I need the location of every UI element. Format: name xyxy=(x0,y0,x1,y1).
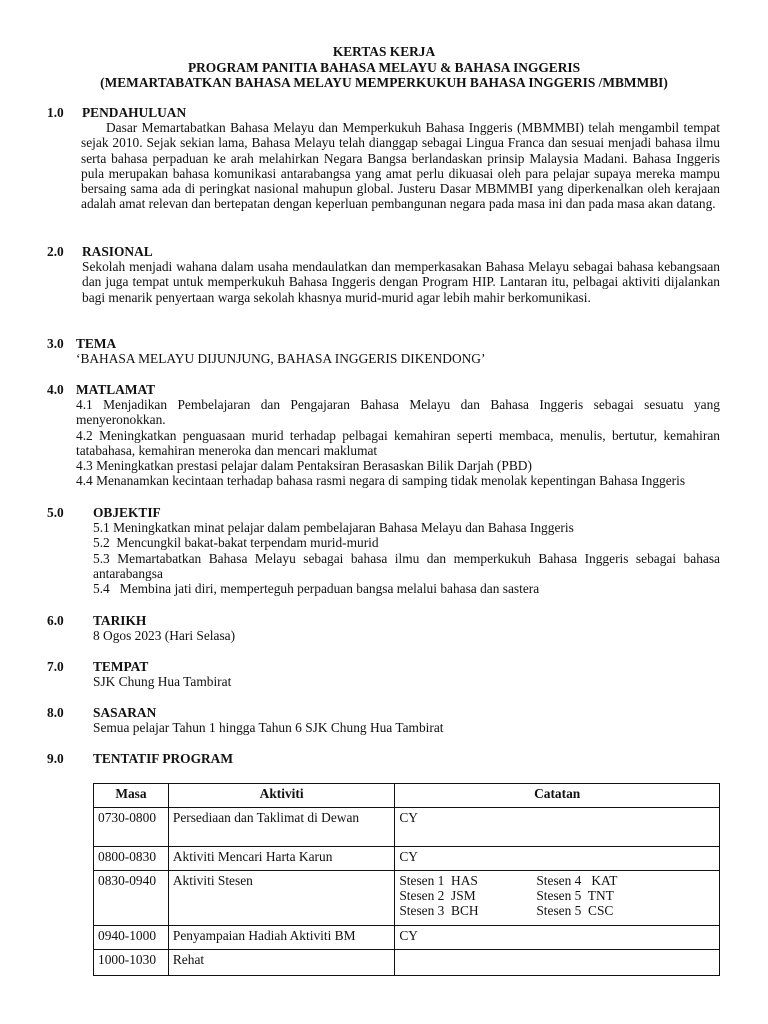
cell-masa: 0800-0830 xyxy=(94,847,169,871)
list-item: 4.2 Meningkatkan penguasaan murid terhadap pelbagai kemahiran seperti membaca, menulis, bertutur, kemahiran tatabahasa, kemahiran meneroka dan mencari maklumat xyxy=(76,427,720,458)
section-heading: TENTATIF PROGRAM xyxy=(93,751,233,766)
station-entry: Stesen 1 HAS xyxy=(399,873,478,888)
title-line-3: (MEMARTABATKAN BAHASA MELAYU MEMPERKUKUH BAHASA INGGERIS /MBMMBI) xyxy=(100,75,668,90)
section-heading: PENDAHULUAN xyxy=(82,105,187,120)
document-title xyxy=(0,44,768,91)
station-entry: Stesen 2 JSM xyxy=(399,888,476,904)
section-rasional xyxy=(0,244,768,305)
cell-catatan xyxy=(395,871,720,926)
list-item: 4.3 Meningkatkan prestasi pelajar dalam Pentaksiran Berasaskan Bilik Darjah (PBD) xyxy=(76,458,532,474)
section-matlamat xyxy=(0,382,768,488)
cell-aktiviti: Penyampaian Hadiah Aktiviti BM xyxy=(168,926,394,950)
section-body: Sekolah menjadi wahana dalam usaha mendaulatkan dan memperkasakan Bahasa Melayu sebagai bahasa kebangsaan dan juga tempat untuk memperkukuh Bahasa Inggeris dengan Program HIP. Lantaran itu, pelbagai aktiviti dijalankan bagi menarik penyertaan warga sekolah khasnya murid-murid agar lebih mahir berkomunikasi. xyxy=(82,259,720,305)
list-item: 4.4 Menanamkan kecintaan terhadap bahasa rasmi negara di samping tidak menolak kepentingan Bahasa Inggeris xyxy=(76,473,686,489)
list-item: 4.1 Menjadikan Pembelajaran dan Pengajaran Bahasa Melayu dan Bahasa Inggeris sebagai sesuatu yang menyeronokkan. xyxy=(76,397,720,428)
cell-catatan xyxy=(395,950,720,976)
table-row xyxy=(94,808,720,847)
section-objektif xyxy=(0,505,768,596)
cell-masa: 1000-1030 xyxy=(94,950,169,976)
column-header: Catatan xyxy=(395,784,720,808)
section-body: Dasar Memartabatkan Bahasa Melayu dan Memperkukuh Bahasa Inggeris (MBMMBI) telah mengambil tempat sejak 2010. Sejak sekian lama, Bahasa Melayu telah dianggap sebagai Lingua Franca dan sesuai menjadi bahasa ilmu serta bahasa perpaduan ke arah melahirkan Negara Bangsa berlandaskan prinsip Malaysia Madani. Bahasa Inggeris pula merupakan bahasa komunikasi antarabangsa yang amat perlu dikuasai oleh para pelajar supaya mereka mampu bersaing sama ada di peringkat nasional mahupun global. Justeru Dasar MBMMBI yang diperkenalkan oleh kerajaan adalah amat relevan dan bertepatan dengan keperluan pembangunan negara pada masa ini dan pada masa akan datang. xyxy=(81,120,720,212)
station-entry: Stesen 4 KAT xyxy=(536,873,618,888)
list-item: 5.2 Mencungkil bakat-bakat terpendam murid-murid xyxy=(93,535,379,551)
cell-aktiviti: Aktiviti Mencari Harta Karun xyxy=(168,847,394,871)
section-pendahuluan xyxy=(0,105,768,211)
station-line xyxy=(399,903,715,918)
section-body: Semua pelajar Tahun 1 hingga Tahun 6 SJK Chung Hua Tambirat xyxy=(93,720,444,736)
section-number: 1.0 xyxy=(47,105,64,120)
cell-catatan: CY xyxy=(395,808,720,847)
section-heading: RASIONAL xyxy=(82,244,153,259)
table-row xyxy=(94,847,720,871)
section-number: 2.0 xyxy=(47,244,64,259)
section-body: 8 Ogos 2023 (Hari Selasa) xyxy=(93,628,236,644)
table-row xyxy=(94,871,720,926)
cell-masa: 0830-0940 xyxy=(94,871,169,926)
section-heading: SASARAN xyxy=(93,705,157,720)
table-row xyxy=(94,950,720,976)
section-number: 3.0 xyxy=(47,336,64,351)
column-header: Aktiviti xyxy=(168,784,394,808)
section-heading: MATLAMAT xyxy=(76,382,156,397)
section-sasaran xyxy=(0,705,768,735)
table-header-row xyxy=(94,784,720,808)
cell-aktiviti: Persediaan dan Taklimat di Dewan xyxy=(168,808,394,847)
section-heading: TEMA xyxy=(76,336,117,351)
station-entry: Stesen 5 TNT xyxy=(536,888,614,904)
section-body: ‘BAHASA MELAYU DIJUNJUNG, BAHASA INGGERIS DIKENDONG’ xyxy=(76,351,486,367)
list-item: 5.1 Meningkatkan minat pelajar dalam pembelajaran Bahasa Melayu dan Bahasa Inggeris xyxy=(93,520,574,536)
cell-aktiviti: Rehat xyxy=(168,950,394,976)
section-body: SJK Chung Hua Tambirat xyxy=(93,674,232,690)
section-tempat xyxy=(0,659,768,689)
station-entry: Stesen 5 CSC xyxy=(536,903,614,919)
section-tarikh xyxy=(0,613,768,643)
section-number: 8.0 xyxy=(47,705,64,720)
station-line xyxy=(399,888,715,903)
table-row xyxy=(94,926,720,950)
section-tentatif xyxy=(0,751,768,766)
cell-masa: 0940-1000 xyxy=(94,926,169,950)
column-header: Masa xyxy=(94,784,169,808)
section-number: 7.0 xyxy=(47,659,64,674)
section-heading: OBJEKTIF xyxy=(93,505,161,520)
section-number: 6.0 xyxy=(47,613,64,628)
station-entry: Stesen 3 BCH xyxy=(399,903,479,919)
cell-catatan: CY xyxy=(395,926,720,950)
title-line-2: PROGRAM PANITIA BAHASA MELAYU & BAHASA INGGERIS xyxy=(187,59,581,75)
list-item: 5.3 Memartabatkan Bahasa Melayu sebagai bahasa ilmu dan memperkukuh Bahasa Inggeris sebagai bahasa antarabangsa xyxy=(93,550,720,581)
section-heading: TARIKH xyxy=(93,613,147,628)
section-tema xyxy=(0,336,768,366)
list-item: 5.4 Membina jati diri, memperteguh perpaduan bangsa melalui bahasa dan sastera xyxy=(93,581,540,597)
cell-catatan: CY xyxy=(395,847,720,871)
tentatif-table xyxy=(93,783,720,976)
section-number: 4.0 xyxy=(47,382,64,397)
title-line-1: KERTAS KERJA xyxy=(332,44,436,59)
cell-masa: 0730-0800 xyxy=(94,808,169,847)
cell-aktiviti: Aktiviti Stesen xyxy=(168,871,394,926)
section-number: 5.0 xyxy=(47,505,64,520)
station-line xyxy=(399,873,715,888)
section-heading: TEMPAT xyxy=(93,659,149,674)
section-number: 9.0 xyxy=(47,751,64,766)
